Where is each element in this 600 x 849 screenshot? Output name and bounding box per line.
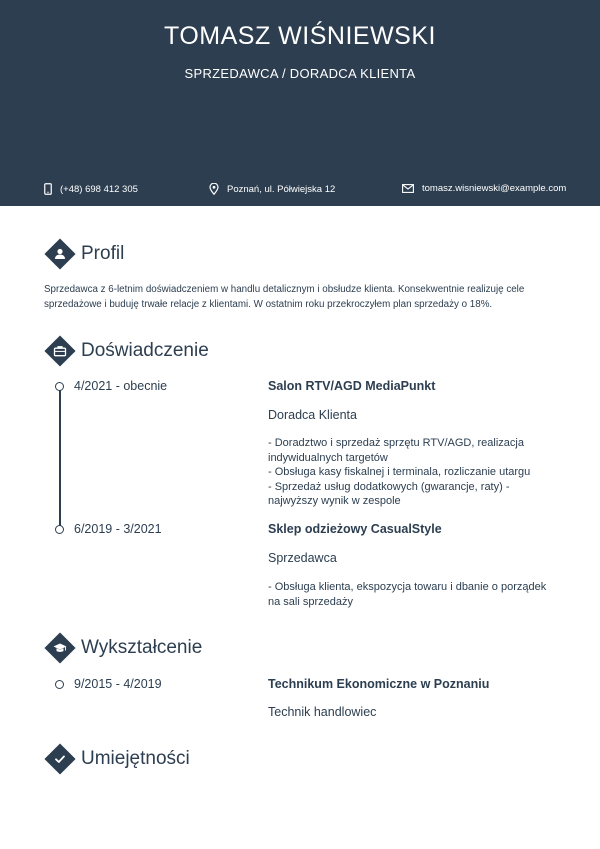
education-school: Technikum Ekonomiczne w Poznaniu	[268, 677, 490, 691]
duty-item: - Sprzedaż usług dodatkowych (gwarancje, raty) - najwyższy wynik w zespole	[268, 480, 510, 507]
graduation-cap-icon	[44, 632, 76, 664]
candidate-name: TOMASZ WIŚNIEWSKI	[164, 22, 436, 50]
duty-item: - Doradztwo i sprzedaż sprzętu RTV/AGD, realizacja indywidualnych targetów	[268, 437, 524, 464]
experience-duties	[268, 580, 558, 609]
section-experience-heading	[44, 335, 209, 367]
experience-position: Sprzedawca	[268, 551, 337, 565]
section-title: Doświadczenie	[81, 340, 209, 361]
checkmark-icon	[44, 743, 76, 775]
duty-item: - Obsługa kasy fiskalnej i terminala, rozliczanie utargu	[268, 466, 531, 478]
candidate-role: SPRZEDAWCA / DORADCA KLIENTA	[184, 66, 416, 81]
phone-icon	[44, 183, 52, 195]
education-degree: Technik handlowiec	[268, 705, 377, 719]
section-profile-heading	[44, 238, 124, 270]
contact-phone	[44, 183, 138, 195]
timeline-dot	[55, 525, 64, 534]
duty-item: - Obsługa klienta, ekspozycja towaru i dbanie o porządek na sali sprzedaży	[268, 581, 547, 608]
section-skills-heading	[44, 743, 190, 775]
experience-employer: Salon RTV/AGD MediaPunkt	[268, 379, 436, 393]
experience-date: 4/2021 - obecnie	[74, 379, 168, 393]
education-date: 9/2015 - 4/2019	[74, 677, 162, 691]
contact-email	[402, 183, 566, 194]
experience-employer: Sklep odzieżowy CasualStyle	[268, 522, 442, 536]
envelope-icon	[402, 184, 414, 193]
timeline-dot	[55, 382, 64, 391]
header-banner	[0, 0, 600, 206]
experience-date: 6/2019 - 3/2021	[74, 522, 162, 536]
location-pin-icon	[209, 183, 219, 195]
section-title: Wykształcenie	[81, 637, 203, 658]
profile-summary: Sprzedawca z 6-letnim doświadczeniem w handlu detalicznym i obsłudze klienta. Konsekwentnie realizuję cele sprzedażowe i buduję trwałe relacje z klientami. W ostatnim roku przekroczyłem plan sprzedaży o 18%.	[44, 284, 525, 310]
experience-duties	[268, 436, 558, 509]
address-text: Poznań, ul. Półwiejska 12	[227, 183, 336, 195]
experience-position: Doradca Klienta	[268, 408, 357, 422]
contact-address	[209, 183, 335, 195]
phone-number: (+48) 698 412 305	[60, 183, 138, 195]
briefcase-icon	[44, 335, 76, 367]
section-title: Profil	[81, 243, 125, 264]
timeline-dot	[55, 680, 64, 689]
person-icon	[44, 238, 76, 270]
email-link[interactable]: tomasz.wisniewski@example.com	[422, 183, 567, 194]
section-education-heading	[44, 632, 202, 664]
timeline-line	[59, 390, 61, 528]
section-title: Umiejętności	[81, 748, 190, 769]
